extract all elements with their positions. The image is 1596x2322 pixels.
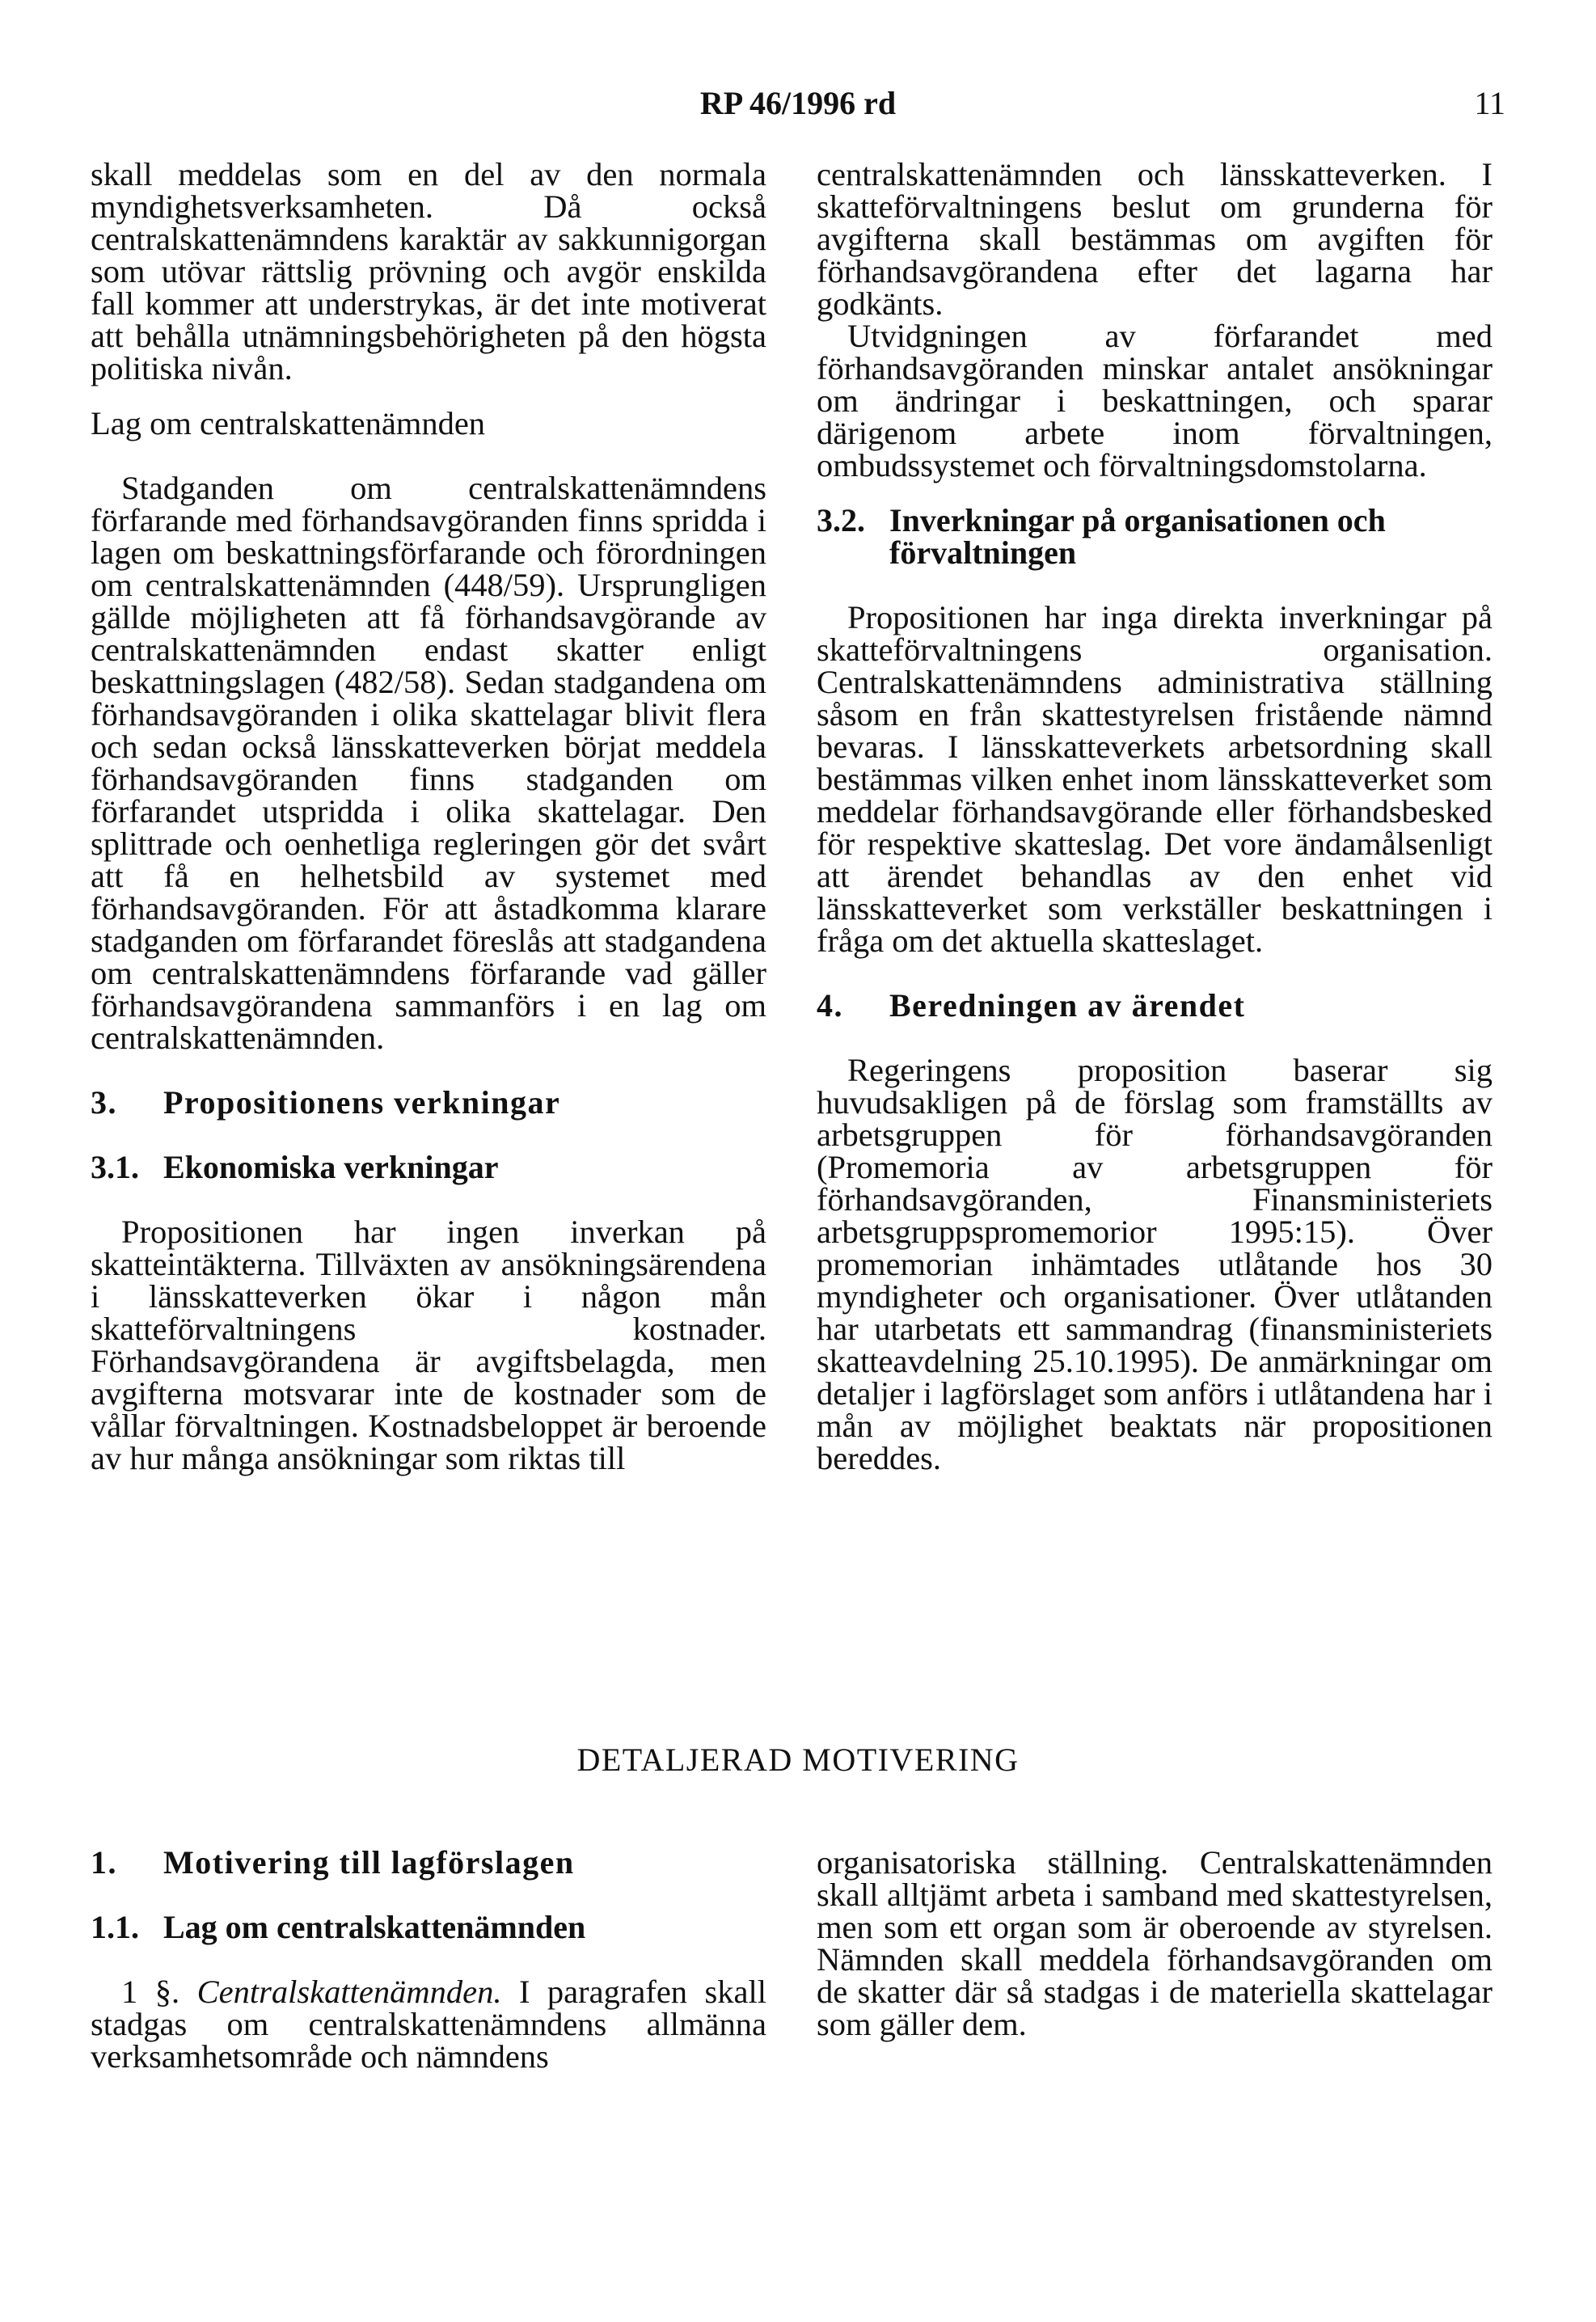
running-header-title: RP 46/1996 rd [699,85,897,121]
section-number: 3.1. [91,1149,139,1185]
detaljerad-motivering-heading: DETALJERAD MOTIVERING [576,1742,1020,1778]
paragraph [91,1976,766,2073]
paragraph-title: Centralskattenämnden. [196,1974,502,2010]
paragraph: organisatoriska ställning. Centralskattenämnden skall alltjämt arbeta i samband med skattestyrelsen, men som ett organ som är oberoende av styrelsen. Nämnden skall meddela förhandsavgöranden om de skatter där så stadgas i de materiella skattelagar som gäller dem. [817,1844,1493,2042]
page-number: 11 [1474,85,1505,121]
paragraph: Regeringens proposition baserar sig huvudsakligen på de förslag som framställts av arbetsgruppen för förhandsavgöranden (Promemoria av arbetsgruppen för förhandsavgöranden, Finansministeriets arbetsgruppspromemorior 1995:15). Över promemorian inhämtades utlåtande hos 30 myndigheter och organisationer. Över utlåtanden har utarbetats ett sammandrag (finansministeriets skatteavdelning 25.10.1995). De anmärkningar om detaljer i lagförslaget som anförs i utlåtandena har i mån av möjlighet beaktats när propositionen bereddes. [817,1052,1493,1476]
paragraph-text: I paragrafen skall stadgas om centralskattenämndens allmänna verksamhetsområde och nämndens [91,1974,767,2075]
paragraph: Propositionen har inga direkta inverkningar på skatteförvaltningens organisation. Centralskattenämndens administrativa ställning såsom en från skattestyrelsen fristående nämnd bevaras. I länsskatteverkets arbetsordning skall bestämmas vilken enhet inom länsskatteverket som meddelar förhandsavgörande eller förhandsbesked för respektive skatteslag. Det vore ändamålsenligt att ärendet behandlas av den enhet vid länsskatteverket som verkställer beskattningen i fråga om det aktuella skatteslaget. [817,599,1493,959]
section-heading-3 [91,1084,766,1121]
section-heading-1-1 [91,1911,766,1944]
section-heading-3-1 [91,1151,766,1184]
paragraph: Propositionen har ingen inverkan på skatteintäkterna. Tillväxten av ansökningsärendena i länsskatteverken ökar i någon mån skatteförvaltningens kostnader. Förhandsavgörandena är avgiftsbelagda, men avgifterna motsvarar inte de kostnader som de vållar förvaltningen. Kostnadsbeloppet är beroende av hur många ansökningar som riktas till [91,1214,766,1476]
paragraph: skall meddelas som en del av den normala myndighetsverksamheten. Då också centralskattenämndens karaktär av sakkunnigorgan som utövar rättslig prövning och avgör enskilda fall kommer att understrykas, är det inte motiverat att behålla utnämningsbehörigheten på den högsta politiska nivån. [91,156,766,386]
paragraph: centralskattenämnden och länsskatteverken. I skatteförvaltningens beslut om grunderna för avgifterna skall bestämmas om avgiften för förhandsavgörandena efter det lagarna har godkänts. [817,156,1493,322]
section-title: Beredningen av ärendet [889,987,1246,1024]
section-title: Motivering till lagförslagen [163,1844,575,1881]
section-title: Lag om centralskattenämnden [163,1909,586,1945]
bottom-right-column [817,1844,1493,2042]
section-number: 3.2. [817,502,865,538]
paragraph-label: 1 §. [121,1974,180,2010]
section-title: Propositionens verkningar [163,1084,561,1121]
section-number: 3. [91,1084,117,1121]
section-heading-3-2 [817,502,1493,571]
right-column [817,158,1493,1475]
section-heading-4 [817,987,1493,1024]
left-column [91,158,766,1475]
section-number: 1.1. [91,1909,139,1945]
subheading-lag-om-centralskattenamnden: Lag om centralskattenämnden [91,405,486,441]
section-title: Inverkningar på organisationen och förvaltningen [889,502,1386,571]
paragraph: Utvidgningen av förfarandet med förhandsavgöranden minskar antalet ansökningar om ändringar i beskattningen, och sparar därigenom arbete inom förvaltningen, ombudssystemet och förvaltningsdomstolarna. [817,318,1493,483]
section-title: Ekonomiska verkningar [163,1149,499,1185]
section-heading-1 [91,1844,766,1881]
section-number: 4. [817,987,843,1024]
section-number: 1. [91,1844,117,1881]
bottom-left-column [91,1844,767,2075]
paragraph: Stadganden om centralskattenämndens förfarande med förhandsavgöranden finns spridda i lagen om beskattningsförfarande och förordningen om centralskattenämnden (448/59). Ursprungligen gällde möjligheten att få förhandsavgörande av centralskattenämnden endast skatter enligt beskattningslagen (482/58). Sedan stadgandena om förhandsavgöranden i olika skattelagar blivit flera och sedan också länsskatteverken börjat meddela förhandsavgöranden finns stadganden om förfarandet utspridda i olika skattelagar. Den splittrade och oenhetliga regleringen gör det svårt att få en helhetsbild av systemet med förhandsavgöranden. För att åstadkomma klarare stadganden om förfarandet föreslås att stadgandena om centralskattenämndens förfarande vad gäller förhandsavgörandena sammanförs i en lag om centralskattenämnden. [91,470,766,1056]
